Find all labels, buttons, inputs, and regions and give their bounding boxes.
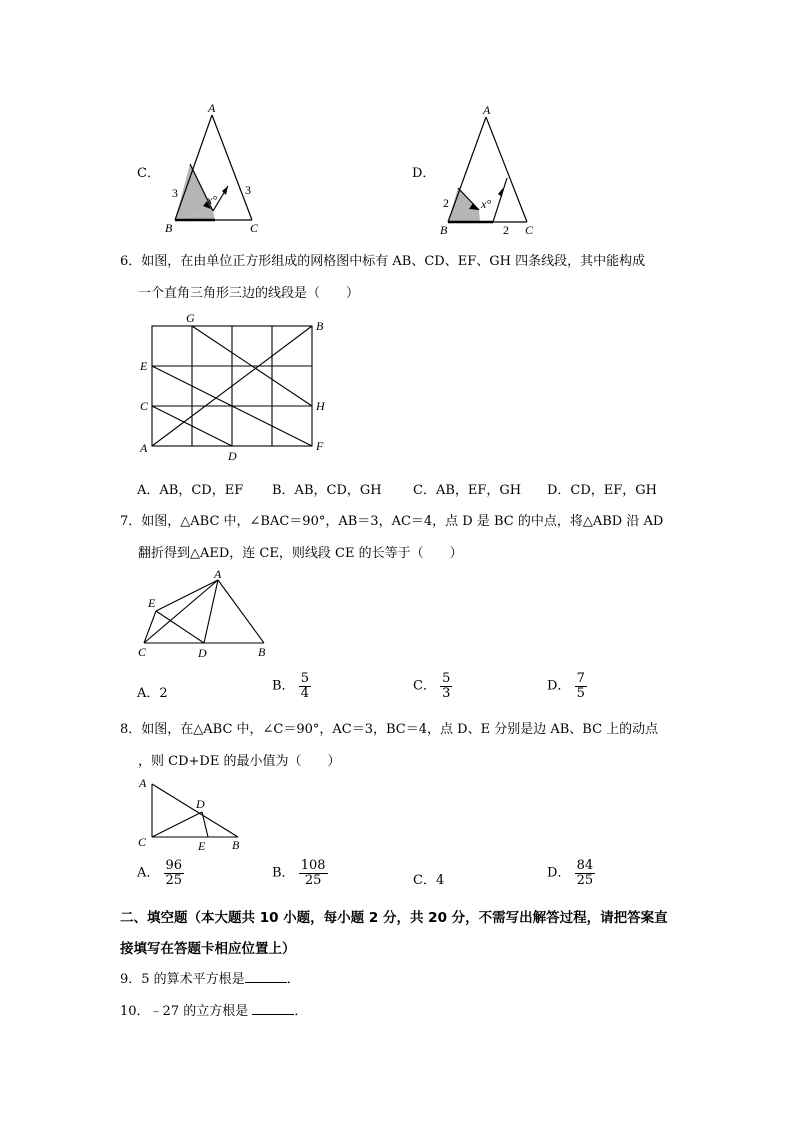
fraction-numerator: 7 xyxy=(576,671,585,686)
q5d-side-left: 2 xyxy=(443,196,449,210)
q7-option-d[interactable] xyxy=(547,672,587,700)
q8-option-b-label: B． xyxy=(272,865,295,881)
q5-option-d-figure xyxy=(435,100,555,235)
q7-label-e: E xyxy=(148,596,156,610)
q5c-label-c: C xyxy=(250,221,259,235)
q9-text: 9．5 的算术平方根是 xyxy=(120,972,245,987)
q7-option-b-fraction xyxy=(299,672,311,700)
q8-label-c: C xyxy=(138,835,147,849)
q7-option-a[interactable]: A．2 xyxy=(137,686,168,701)
q5-option-c-figure xyxy=(160,100,280,235)
q8-option-d-label: D． xyxy=(547,865,571,881)
q7-option-b-label: B． xyxy=(272,678,295,694)
q10-text: 10．﹣27 的立方根是 xyxy=(120,1004,249,1019)
q9-period: ． xyxy=(286,972,300,987)
q7-label-d: D xyxy=(198,646,207,660)
q6-label-d: D xyxy=(228,449,237,463)
fraction-denominator: 25 xyxy=(576,872,594,888)
q7-option-c[interactable] xyxy=(413,672,452,700)
q8-option-c[interactable]: C．4 xyxy=(413,873,445,888)
q7-option-c-fraction xyxy=(440,672,452,700)
q7-option-b[interactable] xyxy=(272,672,311,700)
q6-option-c[interactable]: C．AB，EF，GH xyxy=(413,483,522,498)
q6-label-c: C xyxy=(140,399,149,413)
q6-option-b[interactable]: B．AB，CD，GH xyxy=(272,483,382,498)
q6-label-a: A xyxy=(140,441,148,455)
q7-stem-line1: 7．如图，△ABC 中，∠BAC＝90°，AB＝3，AC＝4，点 D 是 BC 的中点，将△ABD 沿 AD xyxy=(120,514,664,529)
q8-option-a-fraction xyxy=(164,859,185,887)
q7-label-b: B xyxy=(258,645,266,659)
q6-label-b: B xyxy=(316,319,324,333)
q8-option-b-fraction xyxy=(299,859,328,887)
q5d-side-bottom: 2 xyxy=(503,223,509,235)
fraction-numerator: 96 xyxy=(165,858,183,873)
fraction-denominator: 3 xyxy=(442,685,451,701)
q10-answer-blank[interactable] xyxy=(252,1002,294,1015)
q8-label-b: B xyxy=(232,838,240,852)
q7-label-a: A xyxy=(214,567,222,581)
q5-option-d-label[interactable]: D． xyxy=(412,166,436,181)
q8-option-a[interactable] xyxy=(137,859,184,887)
q5-option-c-label[interactable]: C． xyxy=(137,166,160,181)
q8-label-a: A xyxy=(139,776,147,790)
fraction-denominator: 25 xyxy=(304,872,322,888)
q7-triangle-figure xyxy=(134,566,279,662)
q5d-label-b: B xyxy=(440,223,448,235)
fraction-denominator: 25 xyxy=(165,872,183,888)
q6-option-a[interactable]: A．AB，CD，EF xyxy=(137,483,244,498)
q6-stem-line1: 6．如图，在由单位正方形组成的网格图中标有 AB、CD、EF、GH 四条线段，其中能构成 xyxy=(120,254,646,269)
q9-question xyxy=(120,968,300,987)
q7-option-d-fraction xyxy=(575,672,587,700)
q7-option-c-label: C． xyxy=(413,678,436,694)
q8-triangle-figure xyxy=(134,772,254,854)
q5d-label-c: C xyxy=(525,223,534,235)
q7-option-d-label: D． xyxy=(547,678,571,694)
q10-period: ． xyxy=(294,1004,308,1019)
section-2-heading-line1: 二、填空题（本大题共 10 小题，每小题 2 分，共 20 分，不需写出解答过程，请把答案直 xyxy=(120,910,668,926)
fraction-numerator: 5 xyxy=(300,671,309,686)
q8-label-e: E xyxy=(198,839,206,853)
q7-stem-line2: 翻折得到△AED，连 CE，则线段 CE 的长等于（ ） xyxy=(138,546,463,561)
q9-answer-blank[interactable] xyxy=(245,970,287,983)
q8-label-d: D xyxy=(196,797,205,811)
q6-grid-figure xyxy=(136,310,336,465)
q5c-label-b: B xyxy=(165,221,173,235)
q8-option-d-fraction xyxy=(575,859,596,887)
fraction-denominator: 5 xyxy=(576,685,585,701)
q6-label-h: H xyxy=(316,399,325,413)
fraction-numerator: 84 xyxy=(576,858,594,873)
fraction-numerator: 108 xyxy=(300,858,326,873)
q8-stem-line1: 8．如图，在△ABC 中，∠C＝90°，AC＝3，BC＝4，点 D、E 分别是边 AB、BC 上的动点 xyxy=(120,722,659,737)
q8-option-a-label: A． xyxy=(137,865,160,881)
q8-stem-line2: ，则 CD+DE 的最小值为（ ） xyxy=(138,754,341,769)
fraction-numerator: 5 xyxy=(442,671,451,686)
q6-stem-line2: 一个直角三角形三边的线段是（ ） xyxy=(138,286,360,301)
q6-label-e: E xyxy=(140,359,148,373)
q10-question xyxy=(120,1000,307,1019)
q8-option-d[interactable] xyxy=(547,859,595,887)
q5c-label-a: A xyxy=(208,101,216,115)
q6-option-d[interactable]: D．CD，EF，GH xyxy=(547,483,658,498)
q6-label-g: G xyxy=(186,311,195,325)
q5c-side-left: 3 xyxy=(172,186,178,200)
q5d-label-a: A xyxy=(483,103,491,117)
section-2-heading-line2: 接填写在答题卡相应位置上） xyxy=(120,941,296,957)
fraction-denominator: 4 xyxy=(300,685,309,701)
q5d-angle: x° xyxy=(481,197,492,211)
q8-option-b[interactable] xyxy=(272,859,328,887)
q6-label-f: F xyxy=(316,439,324,453)
q7-label-c: C xyxy=(138,645,147,659)
q5c-side-right: 3 xyxy=(245,183,251,197)
q5c-angle: x° xyxy=(207,193,218,207)
